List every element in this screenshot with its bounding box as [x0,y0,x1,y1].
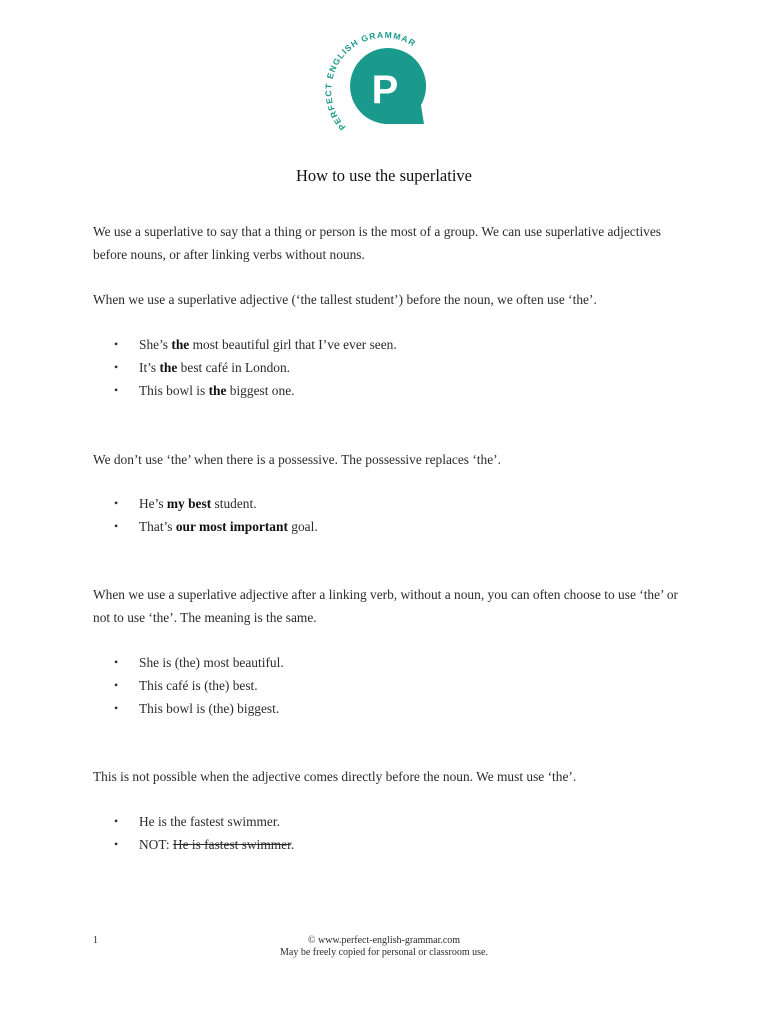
linking-verb-paragraph: When we use a superlative adjective after a linking verb, without a noun, you can often choose to use ‘the’ or not to use ‘the’. The meaning is the same. [93,587,679,625]
before-noun-paragraph: When we use a superlative adjective (‘the tallest student’) before the noun, we often use ‘the’. [93,292,597,307]
list-item: • This bowl is (the) biggest. [93,697,284,720]
intro-paragraph: We use a superlative to say that a thing or person is the most of a group. We can use superlative adjectives before nouns, or after linking verbs without nouns. [93,224,662,262]
list-item: • This café is (the) best. [93,674,284,697]
brand-logo [322,32,432,132]
footer [0,935,768,959]
list-item: • She is (the) most beautiful. [93,651,284,674]
list-item: • This bowl is the biggest one. [93,379,397,402]
footer-license: May be freely copied for personal or classroom use. [280,947,488,958]
footer-copyright: © www.perfect-english-grammar.com [307,935,461,946]
page-title: How to use the superlative [296,166,472,185]
not-possible-paragraph: This is not possible when the adjective comes directly before the noun. We must use ‘the’. [93,769,577,784]
incorrect-example: He is fastest swimmer [172,837,291,852]
list-item: • He is the fastest swimmer. [93,810,294,833]
possessive-paragraph: We don’t use ‘the’ when there is a possessive. The possessive replaces ‘the’. [93,452,501,467]
page-number: 1 [93,935,98,946]
example-list-optional-the [93,651,284,720]
list-item: • He’s my best student. [93,492,318,515]
brand-letter: P [371,68,399,112]
example-list-not-possible [93,810,294,856]
example-list-possessive [93,492,318,538]
example-list-the [93,333,397,402]
list-item: • NOT: He is fastest swimmer. [93,833,294,856]
list-item: • It’s the best café in London. [93,356,397,379]
list-item: • That’s our most important goal. [93,515,318,538]
brand-name-arc: PERFECT ENGLISH GRAMMAR [323,32,418,132]
list-item: • She’s the most beautiful girl that I’ve ever seen. [93,333,397,356]
